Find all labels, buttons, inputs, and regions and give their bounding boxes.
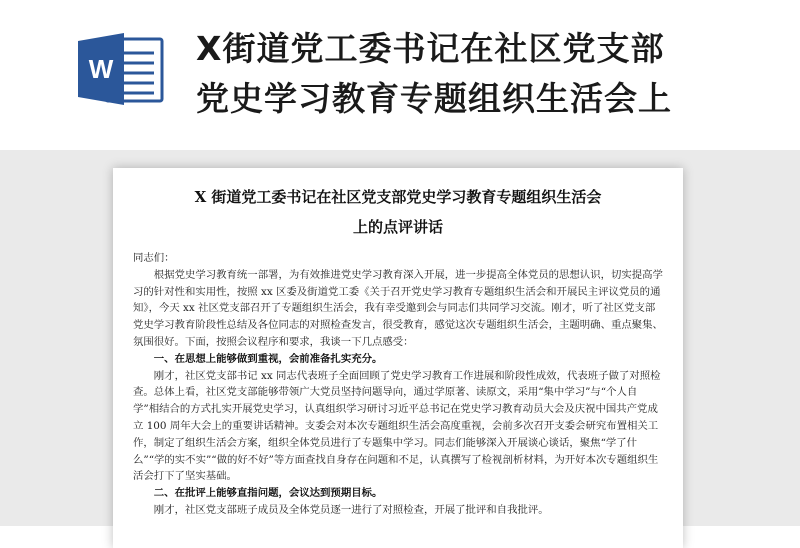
paragraph-section-2: 刚才，社区党支部班子成员及全体党员逐一进行了对照检查，开展了批评和自我批评。 xyxy=(153,503,549,516)
document-title-line1: X 街道党工委书记在社区党支部党史学习教育专题组织生活会 xyxy=(194,188,602,206)
page-title-line2: 党史学习教育专题组织生活会上 xyxy=(196,79,672,118)
paragraph-section-1: 刚才，社区党支部书记 xx 同志代表班子全面回顾了党史学习教育工作进展和阶段性成效，代表班子做了对照检查。总体上看，社区党支部能够带领广大党员坚持问题导向，通过学原著、读原文，采用“集中学习”与“个人自学”相结合的方式扎实开展党史学习，认真组织学习研讨习近平总书记在党史学习教育动员大会及庆祝中国共产党成立 100 周年大会上的重要讲话精神。支委会对本次专题组织生活会高度重视，会前多次召开支委会研究布置相关工作，制定了组织生活会方案，组织全体党员进行了专题集中学习。同志们能够深入开展谈心谈话，聚焦“学了什么”“学的实不实”“做的好不好”等方面查找自身存在问题和不足，认真撰写了检视剖析材料，为开好本次专题组织生活会打下了坚实基础。 xyxy=(133,369,661,483)
page-title xyxy=(196,24,786,124)
section-heading-1: 一、在思想上能够做到重视，会前准备扎实充分。 xyxy=(153,352,383,365)
svg-text:W: W xyxy=(88,54,114,84)
document-title-line2: 上的点评讲话 xyxy=(352,218,443,236)
paragraph-intro: 根据党史学习教育统一部署，为有效推进党史学习教育深入开展，进一步提高全体党员的思想认识，切实提高学习的针对性和实用性，按照 xx 区委及街道党工委《关于召开党史学习教育专题组织生活会和开展民主评议党员的通知》，今天 xx 社区党支部召开了专题组织生活会，我有幸受邀到会与同志们共同学习交流。刚才，听了社区党支部党史学习教育阶段性总结及各位同志的对照检查发言，很受教育，感觉这次专题组织生活会，主题明确、重点聚集、氛围很好。下面，按照会议程序和要求，我谈一下几点感受： xyxy=(133,268,663,348)
page-title-line1: X街道党工委书记在社区党支部 xyxy=(196,29,665,68)
word-icon xyxy=(76,33,168,105)
section-heading-2: 二、在批评上能够直指问题，会议达到预期目标。 xyxy=(153,487,383,500)
document-body xyxy=(133,250,663,519)
document-page xyxy=(113,168,683,548)
document-title xyxy=(133,182,663,242)
page-header xyxy=(0,0,800,150)
salutation: 同志们： xyxy=(133,252,175,264)
